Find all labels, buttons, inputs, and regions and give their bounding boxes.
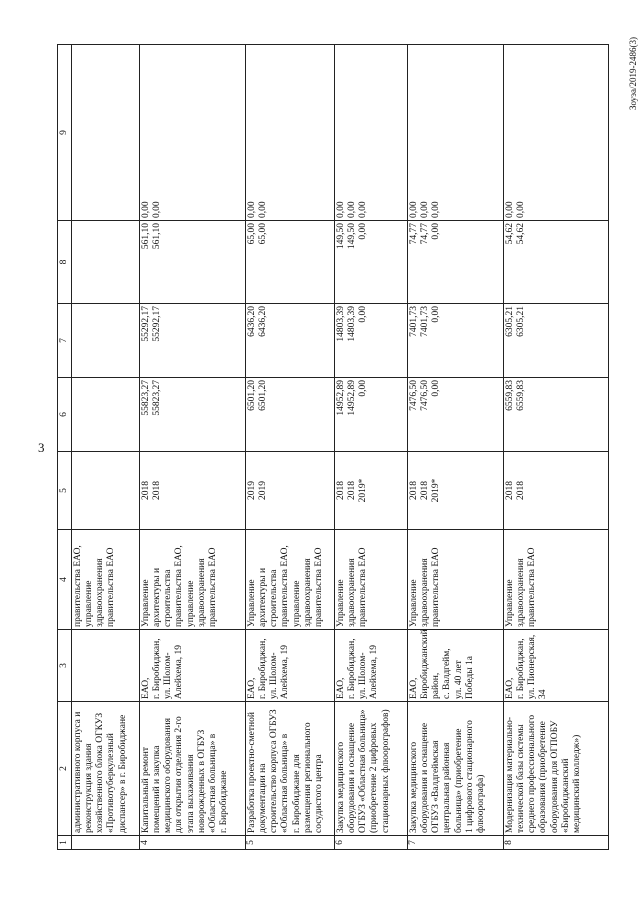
executor-line: здравоохранения (347, 558, 358, 627)
value-other-line: 0,00 (347, 201, 358, 218)
value-regional (335, 221, 408, 304)
value-other-line: 0,00 (358, 201, 369, 218)
value-regional (72, 221, 140, 304)
value-total-line: 7476,50 (420, 380, 431, 411)
table-row (246, 45, 335, 850)
executor-line: правительства ЕАО (207, 547, 218, 627)
project-name (408, 702, 504, 836)
project-address-line: ЕАО, (409, 677, 420, 699)
year (140, 452, 246, 530)
project-address (408, 630, 504, 702)
year-line: 2018 (420, 481, 431, 500)
project-name-line: образования (приобретение (538, 721, 549, 833)
project-address-line: ЕАО, (247, 677, 258, 699)
project-name-line: медицинский колледж») (571, 734, 582, 833)
value-other-line: 0,00 (141, 201, 152, 218)
executor-line: правительства ЕАО (431, 547, 442, 627)
value-other (72, 45, 140, 221)
project-name (246, 702, 335, 836)
value-other-line: 0,00 (152, 201, 163, 218)
col-header: 7 (58, 304, 72, 378)
rotated-table-container (57, 45, 632, 850)
executor-line: правительства ЕАО, (280, 545, 291, 627)
col-header: 3 (58, 630, 72, 702)
value-total (246, 378, 335, 452)
value-federal (140, 304, 246, 378)
year (504, 452, 609, 530)
value-federal-line: 0,00 (358, 306, 369, 323)
executor (504, 530, 609, 630)
year (72, 452, 140, 530)
col-header: 1 (58, 836, 72, 850)
project-address-line: г. Биробиджан, (516, 638, 527, 699)
value-federal (335, 304, 408, 378)
project-name-line: Капитальный ремонт (141, 746, 152, 833)
project-address-line: ул. Шолом- (163, 652, 174, 699)
table-row (408, 45, 504, 850)
executor-line: правительства ЕАО (106, 547, 117, 627)
executor-line: управление (291, 580, 302, 627)
project-name (72, 702, 140, 836)
value-other (246, 45, 335, 221)
value-other-line: 0,00 (516, 201, 527, 218)
page-number: 3 (38, 440, 45, 455)
executor-line: правительства ЕАО (358, 547, 369, 627)
value-federal-line: 0,00 (431, 306, 442, 323)
project-name-line: хозяйственного блока ОГКУЗ (95, 712, 106, 833)
col-header: 8 (58, 221, 72, 304)
project-name-line: Закупка медицинского (336, 741, 347, 833)
value-federal-line: 14803,39 (336, 306, 347, 342)
value-total-line: 6501,20 (258, 380, 269, 411)
project-name-line: центральная районная (442, 742, 453, 833)
value-other (140, 45, 246, 221)
col-header: 2 (58, 702, 72, 836)
year (246, 452, 335, 530)
executor (140, 530, 246, 630)
table-row (504, 45, 609, 850)
value-regional-line: 149,50 (347, 223, 358, 250)
value-federal-line: 7401,73 (420, 306, 431, 337)
project-name-line: ОГБУЗ «Валдгеймская (431, 740, 442, 833)
value-total (72, 378, 140, 452)
project-name-line: документации на (258, 763, 269, 833)
project-name-line: оборудования и оснащение (347, 722, 358, 833)
value-federal-line: 6436,20 (258, 306, 269, 337)
project-address-line: ЕАО, (505, 677, 516, 699)
col-header: 6 (58, 378, 72, 452)
table-row (72, 45, 140, 850)
year-line: 2019* (358, 478, 369, 503)
project-address-line: ул. 40 лет (453, 660, 464, 699)
year (335, 452, 408, 530)
table-row (335, 45, 408, 850)
value-regional-line: 149,50 (336, 223, 347, 250)
project-name-line: ОГБУЗ «Областная больница» (358, 709, 369, 833)
project-address-line: ЕАО, (336, 677, 347, 699)
value-regional-line: 74,77 (420, 223, 431, 245)
executor-line: здравоохранения (516, 558, 527, 627)
executor-line: Управление (409, 579, 420, 627)
executor (72, 530, 140, 630)
project-name-line: технической базы системы (516, 724, 527, 833)
project-name-line: для открытия отделения 2-го (174, 716, 185, 833)
value-federal-line: 6305,21 (516, 306, 527, 337)
year-line: 2018 (152, 481, 163, 500)
value-total-line: 14952,89 (336, 380, 347, 416)
year-line: 2018 (336, 481, 347, 500)
value-regional-line: 0,00 (431, 223, 442, 240)
value-other-line: 0,00 (247, 201, 258, 218)
value-other-line: 0,00 (431, 201, 442, 218)
value-regional (408, 221, 504, 304)
executor (408, 530, 504, 630)
year-line: 2018 (409, 481, 420, 500)
executor-line: здравоохранения (302, 558, 313, 627)
executor-line: правительства ЕАО (313, 547, 324, 627)
year-line: 2018 (505, 481, 516, 500)
project-name-line: медицинского оборудования (163, 718, 174, 833)
value-other (504, 45, 609, 221)
value-federal-line: 14803,39 (347, 306, 358, 342)
project-address-line: г. Биробиджан, (152, 638, 163, 699)
year-line: 2018 (516, 481, 527, 500)
value-total-line: 6559,83 (516, 380, 527, 411)
project-name-line: административного корпуса и (73, 711, 84, 833)
project-name-line: флюорографа) (475, 774, 486, 833)
project-name-line: диспансер» в г. Биробиджане (117, 714, 128, 833)
value-federal-line: 6305,21 (505, 306, 516, 337)
executor-line: строительства (163, 569, 174, 627)
value-other-line: 0,00 (409, 201, 420, 218)
executor-line: Управление (247, 579, 258, 627)
executor (335, 530, 408, 630)
value-federal-line: 7401,73 (409, 306, 420, 337)
value-federal (408, 304, 504, 378)
value-federal (504, 304, 609, 378)
value-total-line: 6559,83 (505, 380, 516, 411)
executor-line: архитектуры и (258, 567, 269, 627)
project-name-line: стационарных флюорографов) (380, 709, 391, 833)
project-address-line: Победы 1а (464, 656, 475, 699)
project-address-line: Биробиджанский (420, 629, 431, 699)
project-name-line: реконструкция здания (84, 743, 95, 833)
project-address (140, 630, 246, 702)
row-number: 7 (408, 836, 504, 850)
year-line: 2018 (347, 481, 358, 500)
project-name-line: строительство корпуса ОГБУЗ (269, 709, 280, 833)
project-name-line: этапа выхаживания (185, 754, 196, 833)
value-federal-line: 55292,17 (141, 306, 152, 342)
executor (246, 530, 335, 630)
project-name-line: г. Биробиджане для (291, 754, 302, 833)
year-line: 2019* (431, 478, 442, 503)
project-address-line: Алейхема, 19 (174, 644, 185, 699)
project-address-line: 34 (538, 689, 549, 699)
budget-table (57, 44, 609, 850)
project-address (504, 630, 609, 702)
project-name (335, 702, 408, 836)
project-name-line: оборудования для ОГПОБУ (549, 720, 560, 833)
column-number-row (58, 45, 72, 850)
project-address-line: ЕАО, (141, 677, 152, 699)
year-line: 2019 (258, 481, 269, 500)
project-name-line: сосудистого центра (313, 754, 324, 833)
value-federal (246, 304, 335, 378)
value-total (140, 378, 246, 452)
project-name-line: больница» (приобретение (453, 728, 464, 833)
value-regional-line: 65,00 (247, 223, 258, 245)
row-number (72, 836, 140, 850)
value-total-line: 55823,27 (152, 380, 163, 416)
value-total-line: 7476,50 (409, 380, 420, 411)
executor-line: здравоохранения (95, 558, 106, 627)
col-header: 5 (58, 452, 72, 530)
project-name-line: (приобретение 2 цифровых (369, 722, 380, 833)
project-address-line: Алейхема, 19 (280, 644, 291, 699)
project-address-line: район, (431, 672, 442, 699)
executor-line: строительства (269, 569, 280, 627)
project-address-line: г. Биробиджан, (347, 638, 358, 699)
value-total-line: 14952,89 (347, 380, 358, 416)
project-address-line: ул. Пионерская, (527, 634, 538, 699)
project-address (335, 630, 408, 702)
value-other (335, 45, 408, 221)
executor-line: Управление (336, 579, 347, 627)
executor-line: Управление (141, 579, 152, 627)
year-line: 2019 (247, 481, 258, 500)
value-federal (72, 304, 140, 378)
table-row (140, 45, 246, 850)
value-federal-line: 6436,20 (247, 306, 258, 337)
executor-line: управление (185, 580, 196, 627)
value-regional (246, 221, 335, 304)
executor-line: здравоохранения (420, 558, 431, 627)
value-regional (140, 221, 246, 304)
value-regional-line: 561,10 (152, 223, 163, 250)
executor-line: управление (84, 580, 95, 627)
executor-line: правительства ЕАО, (73, 545, 84, 627)
value-total (504, 378, 609, 452)
project-name-line: размещения регионального (302, 722, 313, 833)
project-address (72, 630, 140, 702)
project-name-line: Разработка проектно-сметной (247, 712, 258, 833)
value-regional (504, 221, 609, 304)
row-number: 6 (335, 836, 408, 850)
project-address-line: ул. Шолом- (358, 652, 369, 699)
value-regional-line: 54,62 (505, 223, 516, 245)
row-number: 4 (140, 836, 246, 850)
project-name-line: «Областная больница» в (280, 733, 291, 833)
executor-line: Управление (505, 579, 516, 627)
year (408, 452, 504, 530)
executor-line: архитектуры и (152, 567, 163, 627)
executor-line: здравоохранения (196, 558, 207, 627)
value-other (408, 45, 504, 221)
value-regional-line: 561,10 (141, 223, 152, 250)
value-other-line: 0,00 (336, 201, 347, 218)
project-name-line: Закупка медицинского (409, 741, 420, 833)
row-number: 5 (246, 836, 335, 850)
value-other-line: 0,00 (505, 201, 516, 218)
project-name-line: «Биробиджанский (560, 758, 571, 833)
project-address (246, 630, 335, 702)
col-header: 9 (58, 45, 72, 221)
col-header: 4 (58, 530, 72, 630)
year-line: 2018 (141, 481, 152, 500)
value-other-line: 0,00 (420, 201, 431, 218)
project-name (504, 702, 609, 836)
project-name-line: оборудования и оснащение (420, 722, 431, 833)
project-address-line: с. Валдгейм, (442, 648, 453, 699)
value-total-line: 0,00 (358, 380, 369, 397)
value-total (408, 378, 504, 452)
project-name-line: новорожденных в ОГБУЗ (196, 729, 207, 833)
value-total-line: 6501,20 (247, 380, 258, 411)
project-name-line: г. Биробиджане (218, 770, 229, 833)
executor-line: правительства ЕАО (527, 547, 538, 627)
value-total-line: 55823,27 (141, 380, 152, 416)
project-name-line: «Противотуберкулезный (106, 733, 117, 833)
value-federal-line: 55292,17 (152, 306, 163, 342)
value-regional-line: 54,62 (516, 223, 527, 245)
project-name-line: среднего профессионального (527, 714, 538, 833)
value-regional-line: 0,00 (358, 223, 369, 240)
project-name-line: Модернизация материально- (505, 716, 516, 833)
project-name-line: помещений и закупка (152, 745, 163, 833)
project-address-line: г. Биробиджан, (258, 638, 269, 699)
executor-line: правительства ЕАО, (174, 545, 185, 627)
value-regional-line: 65,00 (258, 223, 269, 245)
value-total (335, 378, 408, 452)
value-other-line: 0,00 (258, 201, 269, 218)
project-name-line: «Областная больница» в (207, 733, 218, 833)
value-regional-line: 74,77 (409, 223, 420, 245)
value-total-line: 0,00 (431, 380, 442, 397)
project-address-line: ул. Шолом- (269, 652, 280, 699)
project-name (140, 702, 246, 836)
project-address-line: Алейхема, 19 (369, 644, 380, 699)
project-name-line: 1 цифрового стационарного (464, 720, 475, 833)
row-number: 8 (504, 836, 609, 850)
